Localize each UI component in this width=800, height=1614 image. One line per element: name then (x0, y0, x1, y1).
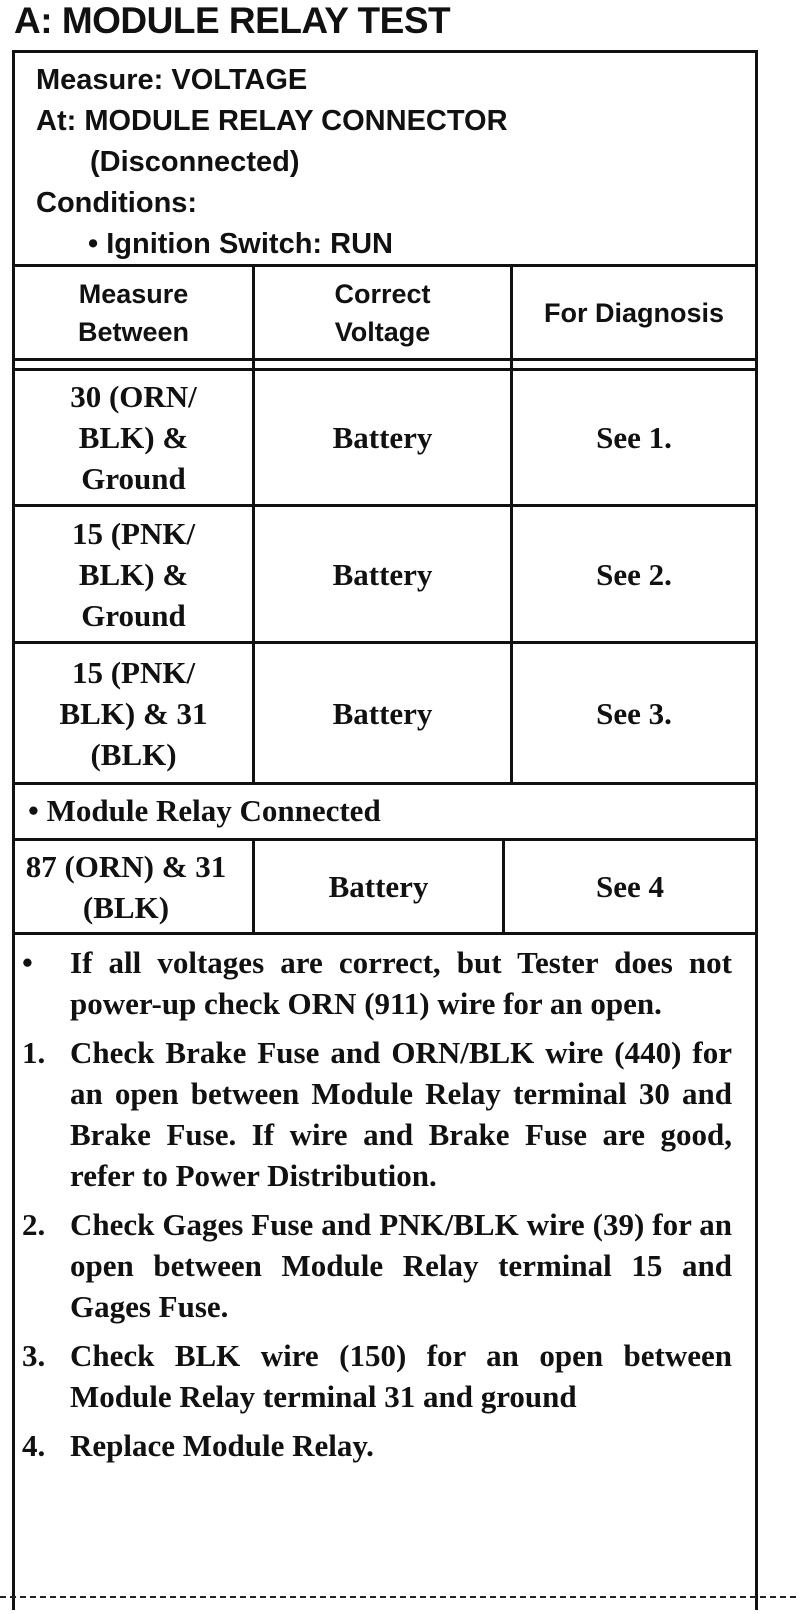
note-marker: 1. (22, 1035, 46, 1070)
note-item (22, 1032, 732, 1196)
table-cell-voltage: Battery (332, 556, 433, 592)
table-cell-diagnosis: See 2. (596, 556, 672, 592)
page-title: A: MODULE RELAY TEST (14, 0, 451, 41)
note-marker: • (22, 945, 33, 980)
table-cell-diagnosis: See 3. (596, 695, 672, 731)
divider (12, 932, 758, 935)
note-marker: 3. (22, 1338, 46, 1373)
note-text: Replace Module Relay. (70, 1428, 374, 1463)
connected-condition: • Module Relay Connected (28, 793, 381, 828)
table-cell-voltage: Battery (328, 869, 429, 904)
measure-line: Measure: VOLTAGE (36, 64, 308, 96)
at-state-line: (Disconnected) (90, 146, 300, 178)
note-item (22, 1425, 732, 1466)
note-item (22, 1335, 732, 1417)
divider (12, 782, 758, 785)
table-cell-measure-between: 30 (ORN/ BLK) & Ground (70, 379, 197, 496)
note-text: Check Brake Fuse and ORN/BLK wire (440) for an open between Module Relay terminal 30 and Brake Fuse. If wire and Brake Fuse are good, refer to Power Distribution. (70, 1035, 732, 1193)
column-header-measure-between: Measure Between (77, 278, 190, 347)
column-header-for-diagnosis: For Diagnosis (543, 297, 725, 328)
condition-item: • Ignition Switch: RUN (88, 228, 393, 260)
divider (12, 358, 758, 361)
note-text: Check BLK wire (150) for an open between Module Relay terminal 31 and ground (70, 1338, 732, 1414)
test-header (36, 60, 508, 265)
note-text: If all voltages are correct, but Tester does not power-up check ORN (911) wire for an open. (70, 945, 732, 1021)
table-cell-measure-between: 87 (ORN) & 31 (BLK) (25, 848, 227, 925)
table-cell-measure-between: 15 (PNK/ BLK) & Ground (71, 515, 196, 633)
table-cell-voltage: Battery (332, 420, 433, 455)
table-cell-diagnosis: See 4 (595, 869, 664, 904)
column-header-correct-voltage: Correct Voltage (334, 278, 431, 347)
note-marker: 2. (22, 1207, 46, 1242)
diagnosis-notes (22, 942, 732, 1474)
at-line: At: MODULE RELAY CONNECTOR (36, 105, 508, 137)
note-marker: 4. (22, 1428, 46, 1463)
table-cell-voltage: Battery (332, 695, 433, 731)
note-item (22, 1204, 732, 1327)
table-cell-diagnosis: See 1. (596, 420, 672, 455)
table-cell-measure-between: 15 (PNK/ BLK) & 31 (BLK) (59, 654, 208, 772)
conditions-label: Conditions: (36, 187, 198, 219)
note-item (22, 942, 732, 1024)
note-text: Check Gages Fuse and PNK/BLK wire (39) for an open between Module Relay terminal 15 and Gages Fuse. (70, 1207, 732, 1324)
page-bottom-edge (0, 1596, 800, 1598)
